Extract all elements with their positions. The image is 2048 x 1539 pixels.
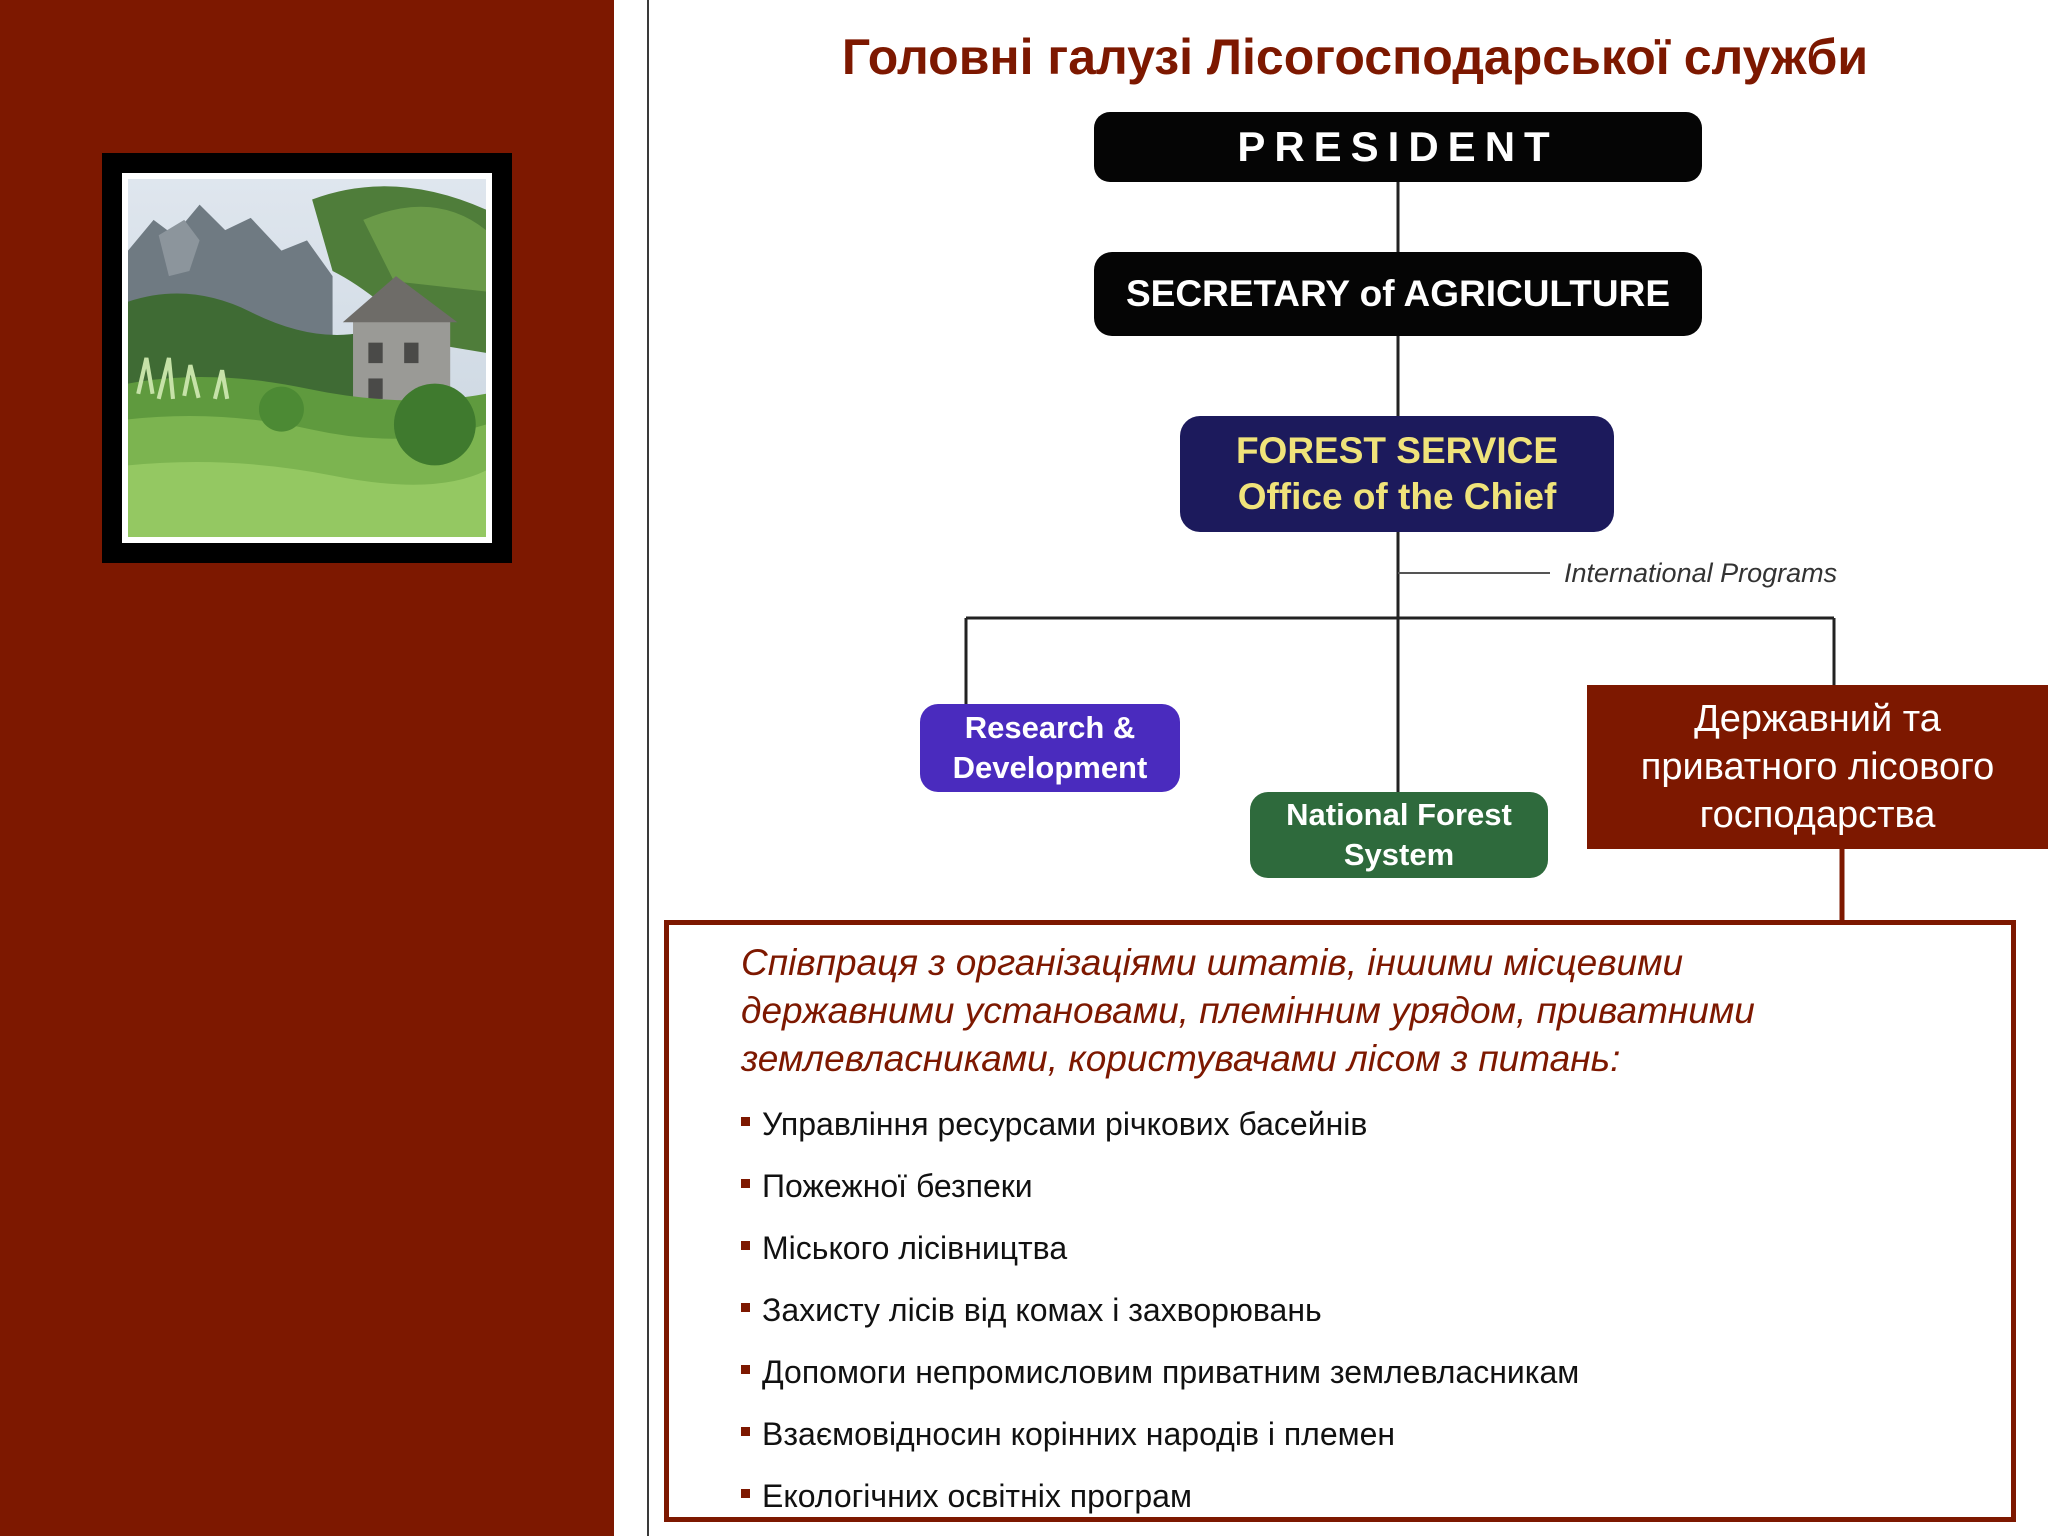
bullet-icon bbox=[741, 1427, 750, 1436]
secretary-box bbox=[1094, 252, 1702, 336]
cooperation-list bbox=[741, 1105, 1579, 1539]
research-label-line1: Research & bbox=[964, 710, 1136, 745]
office-of-chief-label: Office of the Chief bbox=[1237, 476, 1557, 517]
nfs-label-line1: National Forest bbox=[1286, 797, 1512, 832]
list-item bbox=[741, 1167, 1579, 1229]
bullet-icon bbox=[741, 1117, 750, 1126]
list-item-text: Пожежної безпеки bbox=[762, 1168, 1033, 1204]
page-title: Головні галузі Лісогосподарської служби bbox=[841, 29, 1869, 85]
list-item-text: Міського лісівництва bbox=[762, 1230, 1068, 1266]
cooperation-intro bbox=[741, 939, 1941, 1083]
list-item bbox=[741, 1229, 1579, 1291]
research-development-box bbox=[920, 704, 1180, 792]
state-private-forestry-box bbox=[1587, 685, 2048, 849]
list-item-text: Управління ресурсами річкових басейнів bbox=[762, 1106, 1368, 1142]
state-private-line1: Державний та bbox=[1694, 698, 1941, 740]
intro-line: державними установами, племінним урядом, приватними bbox=[741, 990, 1755, 1031]
state-private-line3: господарства bbox=[1699, 794, 1936, 836]
list-item bbox=[741, 1105, 1579, 1167]
president-box bbox=[1094, 112, 1702, 182]
list-item-text: Екологічних освітніх програм bbox=[762, 1478, 1192, 1514]
list-item bbox=[741, 1415, 1579, 1477]
list-item-text: Допомоги непромисловим приватним землевласникам bbox=[762, 1354, 1580, 1390]
national-forest-system-box bbox=[1250, 792, 1548, 878]
bullet-icon bbox=[741, 1303, 750, 1312]
forest-service-label: FOREST SERVICE bbox=[1235, 430, 1559, 471]
forest-service-box bbox=[1180, 416, 1614, 532]
secretary-label: SECRETARY of AGRICULTURE bbox=[1125, 273, 1671, 314]
bullet-icon bbox=[741, 1179, 750, 1188]
nfs-label-line2: System bbox=[1343, 837, 1455, 872]
list-item bbox=[741, 1353, 1579, 1415]
bullet-icon bbox=[741, 1241, 750, 1250]
state-private-line2: приватного лісового bbox=[1640, 746, 1995, 788]
intro-line: Співпраця з організаціями штатів, іншими місцевими bbox=[741, 942, 1684, 983]
list-item bbox=[741, 1291, 1579, 1353]
international-programs-label: International Programs bbox=[1564, 558, 1838, 588]
bullet-icon bbox=[741, 1489, 750, 1498]
cooperation-box bbox=[664, 920, 2016, 1522]
list-item bbox=[741, 1477, 1579, 1539]
list-item-text: Захисту лісів від комах і захворювань bbox=[762, 1292, 1322, 1328]
bullet-icon bbox=[741, 1365, 750, 1374]
research-label-line2: Development bbox=[952, 750, 1148, 785]
president-label: PRESIDENT bbox=[1237, 123, 1559, 170]
list-item-text: Взаємовідносин корінних народів і племен bbox=[762, 1416, 1396, 1452]
intro-line: землевласниками, користувачами лісом з питань: bbox=[741, 1038, 1621, 1079]
